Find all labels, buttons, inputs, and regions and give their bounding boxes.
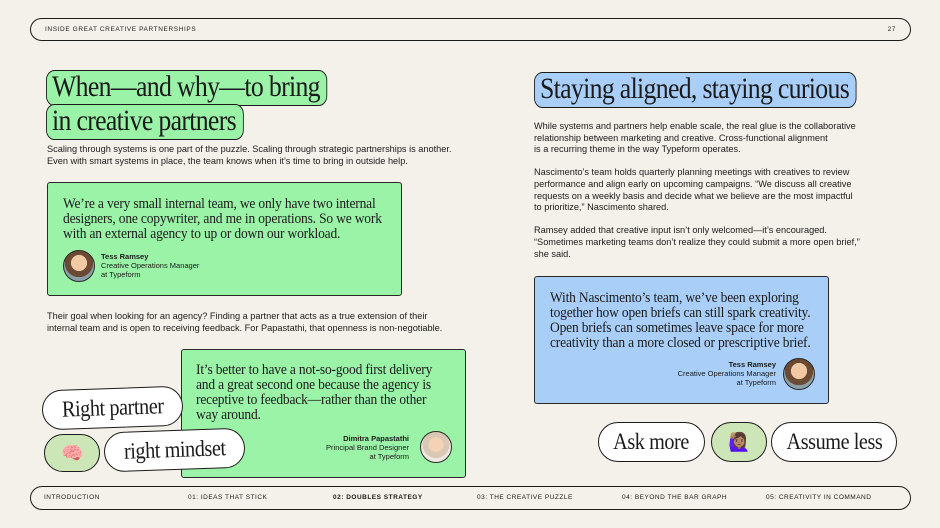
raising-hand-icon: 🙋🏽‍♀️ [728,431,750,452]
nav-doubles-strategy[interactable]: 02: DOUBLES STRATEGY [333,494,423,501]
text-line: While systems and partners help enable scale, the real glue is the collaborative [534,121,856,131]
quote-line: with an external agency to up or down our workload. [63,226,341,242]
sticker-text: right mindset [123,435,226,464]
quote-line: receptive to feedback—rather than the other [196,392,427,408]
text-line: “Sometimes marketing teams don’t realize they could submit a more open brief,” [534,236,860,247]
quote-line: way around. [196,407,261,423]
quote-text [196,363,466,423]
avatar-tess-ramsey [783,358,815,390]
right-heading [534,72,857,108]
left-paragraph [47,311,467,334]
text-line: performance and align early on upcoming campaigns. “We discuss all creative [534,178,852,189]
quote-line: and a great second one because the agency is [196,377,431,393]
left-intro-line2: Even with smart systems in place, the team knows when it’s time to bring in outside help. [47,155,408,166]
sticker-text: Ask more [613,429,690,454]
quote-line: With Nascimento’s team, we’ve been exploring [550,290,799,306]
quote-text [63,197,405,242]
quote-line: We’re a very small internal team, we only have two internal [63,196,376,212]
attribution-role: Creative Operations Manager [677,369,776,379]
attribution-role: Principal Brand Designer [326,443,409,453]
attribution-company: at Typeform [736,378,776,388]
left-intro [47,144,467,167]
avatar-dimitra-papastathi [420,431,452,463]
attribution-company: at Typeform [369,452,409,462]
attribution-company: at Typeform [101,270,141,280]
left-heading [46,70,328,140]
left-heading-line2: in creative partners [46,104,244,140]
text-line: requests on a weekly basis and decide what we believe are the most impactful [534,190,853,201]
sticker-text: Assume less [786,429,882,454]
left-paragraph-line1: Their goal when looking for an agency? Finding a partner that acts as a true extension of their [47,311,428,321]
quote-line: creativity than a more closed or prescriptive brief. [550,335,811,351]
nav-beyond-the-bar-graph[interactable]: 04: BEYOND THE BAR GRAPH [622,494,728,501]
attribution-name: Dimitra Papastathi [343,434,409,443]
quote-line: It’s better to have a not-so-good first delivery [196,362,433,378]
text-line: Nascimento’s team holds quarterly planning meetings with creatives to review [534,167,850,178]
left-heading-line1: When—and why—to bring [46,70,328,106]
footer-nav [30,486,911,510]
quote-attribution [678,360,776,388]
sticker-ask-more [598,422,705,462]
sticker-raise-hand [711,422,767,462]
text-line: is a recurring theme in the way Typeform operates. [534,144,741,155]
quote-line: together how open briefs can still spark creativity. [550,305,811,321]
right-paragraph-3 [534,225,904,260]
avatar-tess-ramsey [63,250,95,282]
text-line: she said. [534,248,571,259]
attribution-name: Tess Ramsey [728,360,776,369]
right-paragraph-1 [534,121,904,156]
right-body [534,121,904,260]
quote-attribution [326,434,409,462]
quote-attribution [101,252,199,280]
nav-creativity-in-command[interactable]: 05: CREATIVITY IN COMMAND [766,494,872,501]
nav-introduction[interactable]: INTRODUCTION [44,494,100,501]
quote-text [550,291,829,351]
sticker-text: Right partner [61,393,164,422]
quote-box-ramsey-2 [534,276,829,404]
nav-ideas-that-stick[interactable]: 01: IDEAS THAT STICK [188,494,268,501]
section-title: INSIDE GREAT CREATIVE PARTNERSHIPS [45,26,197,33]
right-heading-text: Staying aligned, staying curious [534,72,857,108]
quote-box-ramsey-1 [47,182,402,296]
sticker-assume-less [771,422,897,462]
right-paragraph-2 [534,167,904,213]
text-line: Ramsey added that creative input isn’t only welcomed—it’s encouraged. [534,225,827,236]
attribution-role: Creative Operations Manager [101,261,200,271]
page-number: 27 [887,26,896,33]
page-header [30,18,911,41]
left-paragraph-line2: internal team and is open to receiving feedback. For Papastathi, that openness is non-negotiable. [47,322,443,333]
quote-line: Open briefs can sometimes leave space for more [550,320,804,336]
quote-line: designers, one copywriter, and me in operations. So we work [63,211,382,227]
sticker-right-mindset [103,428,245,473]
text-line: relationship between marketing and creative. Cross-functional alignment [534,132,828,143]
attribution-name: Tess Ramsey [101,252,149,261]
sticker-brain [44,434,100,472]
nav-the-creative-puzzle[interactable]: 03: THE CREATIVE PUZZLE [477,494,573,501]
sticker-right-partner [41,386,183,431]
text-line: to prioritize,” Nascimento shared. [534,202,669,213]
left-intro-line1: Scaling through systems is one part of the puzzle. Scaling through strategic partnerships is another. [47,144,452,154]
brain-icon: 🧠 [61,442,83,463]
